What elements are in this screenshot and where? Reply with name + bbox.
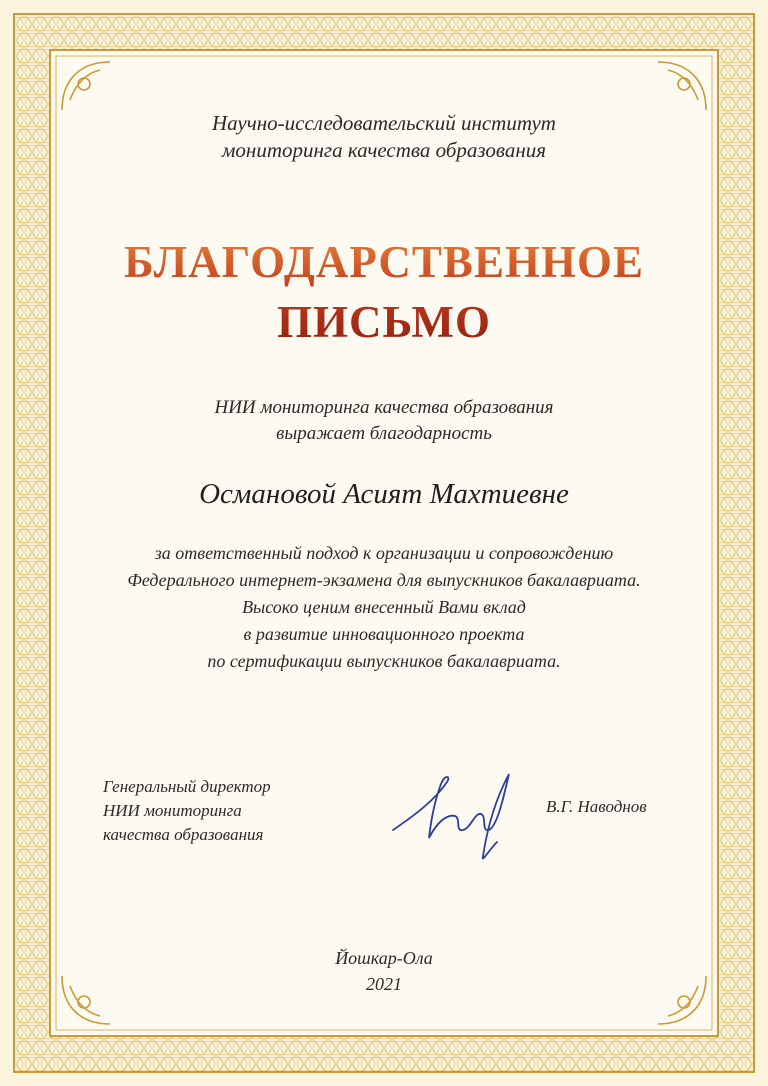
position-line: НИИ мониторинга — [103, 801, 242, 820]
title-line: БЛАГОДАРСТВЕННОЕ — [124, 237, 644, 287]
handwritten-signature — [385, 760, 525, 870]
organization-line: мониторинга качества образования — [222, 138, 546, 162]
reason-line: за ответственный подход к организации и сопровождению — [154, 543, 614, 563]
document-title — [60, 232, 708, 352]
reason-line: Высоко ценим внесенный Вами вклад — [242, 597, 526, 617]
reason-line: в развитие инновационного проекта — [243, 624, 525, 644]
reason-line: Федерального интернет-экзамена для выпускников бакалавриата. — [127, 570, 641, 590]
position-line: Генеральный директор — [103, 777, 271, 796]
position-line: качества образования — [103, 825, 264, 844]
thanks-statement — [60, 395, 708, 447]
signatory-position — [103, 775, 271, 847]
title-line: ПИСЬМО — [277, 297, 491, 347]
signatory-name: В.Г. Наводнов — [546, 797, 647, 816]
reason-line: по сертификации выпускников бакалавриата. — [207, 651, 561, 671]
place: Йошкар-Ола — [335, 948, 433, 968]
organization-name — [60, 110, 708, 164]
organization-line: Научно-исследовательский институт — [212, 111, 556, 135]
place-and-year — [60, 945, 708, 997]
recipient-name: Османовой Асият Махтиевне — [199, 478, 569, 510]
thanks-line: НИИ мониторинга качества образования — [214, 397, 554, 418]
thanks-line: выражает благодарность — [276, 423, 492, 444]
reason-text — [60, 540, 708, 675]
certificate-content — [60, 60, 708, 1026]
year: 2021 — [366, 974, 402, 994]
